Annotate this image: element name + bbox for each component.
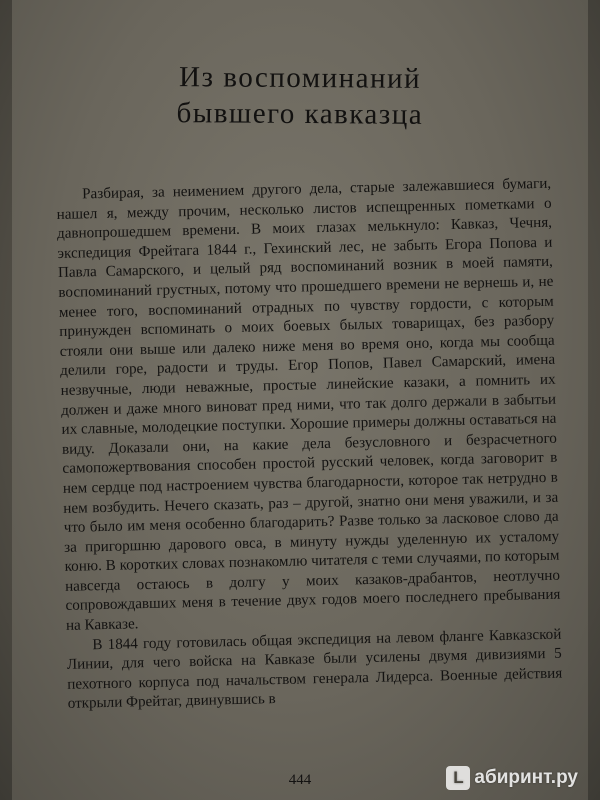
book-page bbox=[12, 0, 588, 800]
page-number: 444 bbox=[288, 772, 312, 788]
paragraph-1: Разбирая, за неимением другого дела, старые залежавшиеся бумаги, нашел я, между прочим, несколько листов испещренных пометками о давнопрошедшем времени. В моих глазах мелькнуло: Кавказ, Чечня, экспедиция Фрейтага 1844 г., Гехинский лес, не забыть Егора Попова и Павла Самарского, и целый ряд воспоминаний возник в моей памяти, воспоминаний грустных, потому что прошедшего времени не вернешь и, не менее того, воспоминаний отрадных по чувству гордости, с которым принужден вспоминать о моих боевых былых товарищах, без разбору стояли они выше или далеко ниже меня во время оно, когда мы сообща делили горе, радости и труды. Егор Попов, Павел Самарский, имена незвучные, люди неважные, простые линейские казаки, а помнить их должен и даже много виноват пред ними, что так долго держали в забытьи их славные, молодецкие поступки. Хорошие примеры должны оставаться на виду. Доказали они, на какие дела безусловного и безрасчетного самопожертвования способен простой русский человек, когда заговорит в нем сердце под настроением чувства благодарности, которое так нетрудно в нем возбудить. Нечего сказать, раз – другой, знатно они меня уважили, и за что было им меня особенно благодарить? Разве только за ласковое слово да за пригоршню дарового овса, в минуту нужды уделенную их усталому коню. В коротких словах познакомлю читателя с теми случаями, по которым навсегда остаюсь в долгу у моих казаков-драбантов, неотлучно сопровождавших меня в течение двух годов моего последнего пребывания на Кавказе. bbox=[56, 175, 561, 634]
chapter-title bbox=[12, 58, 588, 134]
watermark-text: абиринт.ру bbox=[474, 767, 578, 788]
body-text bbox=[56, 175, 563, 715]
chapter-title-line-2: бывшего кавказца bbox=[176, 97, 424, 131]
paragraph-2: В 1844 году готовилась общая экспедиция на левом фланге Кавказской Линии, для чего войска на Кавказе были усилены двумя дивизиями 5 пехотного корпуса под начальством генерала Лидерса. Военные действия открыли Фрейтаг, двинувшись в bbox=[66, 626, 563, 713]
labirint-logo-icon: L bbox=[446, 766, 470, 790]
chapter-title-line-1: Из воспоминаний bbox=[179, 61, 422, 95]
labirint-watermark bbox=[446, 766, 578, 790]
